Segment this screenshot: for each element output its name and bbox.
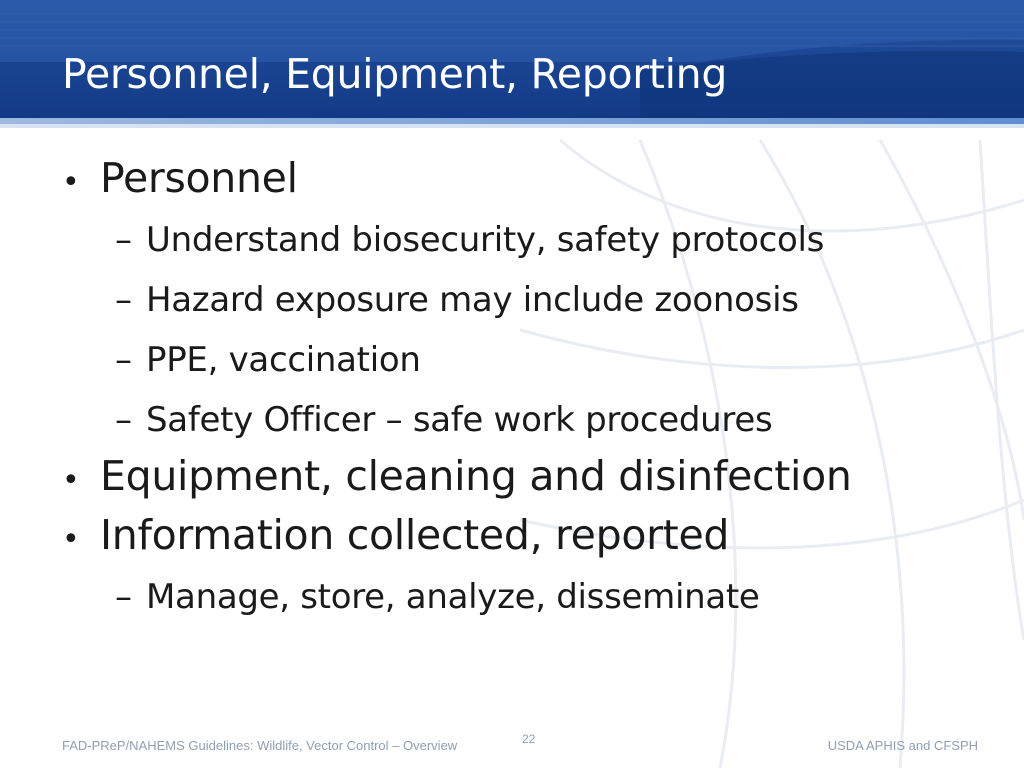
sub-bullet-item [115, 400, 982, 441]
footer-course-title: FAD-PReP/NAHEMS Guidelines: Wildlife, Vector Control – Overview [62, 738, 458, 753]
sub-bullet-item [115, 220, 982, 261]
bullet-marker: • [62, 521, 80, 557]
sub-bullet-text: Hazard exposure may include zoonosis [146, 279, 799, 320]
bullet-marker: • [62, 165, 80, 200]
footer-organization: USDA APHIS and CFSPH [827, 738, 978, 753]
sub-bullet-marker: – [115, 399, 132, 440]
bullet-text: Equipment, cleaning and disinfection [100, 452, 852, 501]
slide-title: Personnel, Equipment, Reporting [62, 50, 728, 98]
sub-bullet-marker: – [115, 576, 132, 617]
bullet-marker: • [62, 463, 80, 499]
sub-bullet-marker: – [115, 220, 132, 261]
bullet-item-equipment [62, 452, 982, 501]
sub-bullet-text: PPE, vaccination [146, 339, 421, 380]
sub-bullet-item [115, 280, 982, 321]
sub-bullet-marker: – [115, 339, 132, 380]
sub-bullet-text: Understand biosecurity, safety protocols [146, 220, 825, 261]
sub-bullet-text: Manage, store, analyze, disseminate [146, 576, 760, 617]
sub-bullet-marker: – [115, 279, 132, 320]
sub-bullet-item [115, 340, 982, 381]
sub-bullet-text: Safety Officer – safe work procedures [146, 399, 773, 440]
bullet-item-personnel [62, 154, 982, 203]
bullet-text: Information collected, reported [100, 510, 730, 559]
bullet-list [62, 150, 982, 618]
bullet-text: Personnel [100, 154, 298, 202]
sub-bullet-item [115, 577, 982, 618]
page-number: 22 [522, 732, 536, 746]
bullet-item-information [62, 511, 982, 560]
